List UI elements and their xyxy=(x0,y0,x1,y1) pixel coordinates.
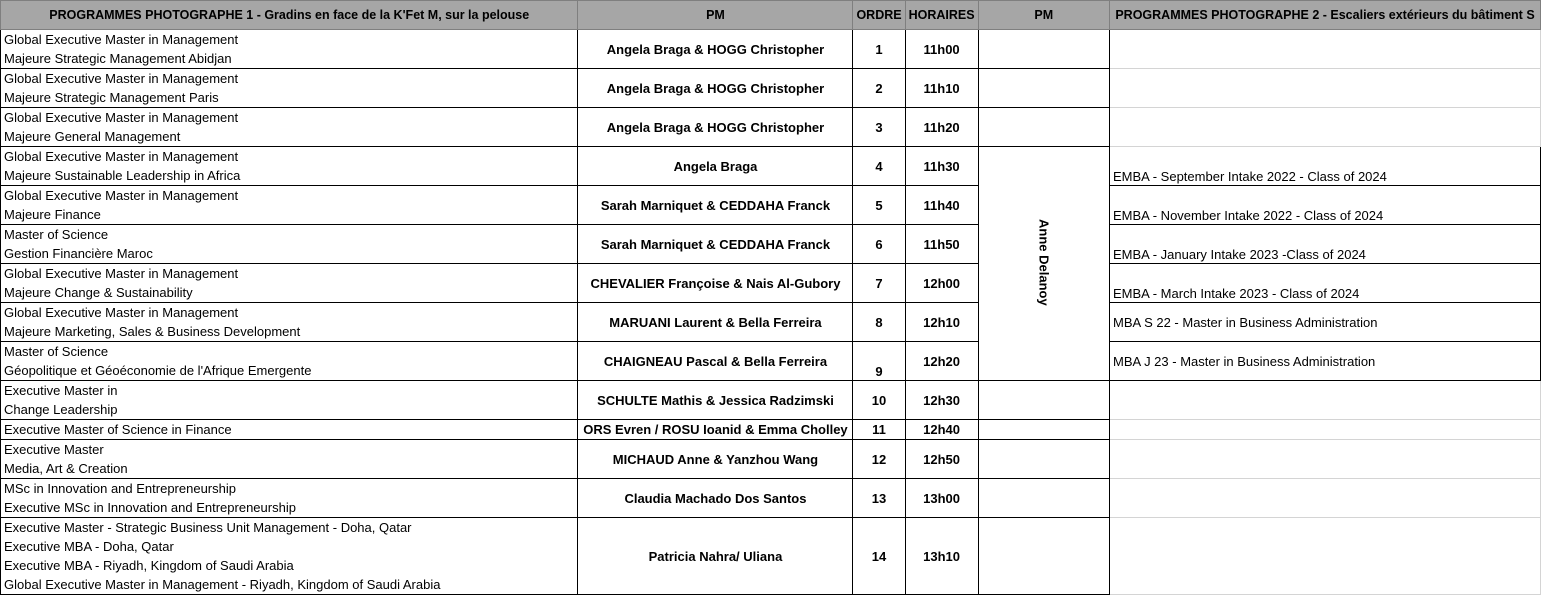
table-row xyxy=(1,303,1541,342)
program-cell[interactable]: MSc in Innovation and Entrepreneurship Executive MSc in Innovation and Entrepreneurship xyxy=(1,479,578,518)
prog2-cell[interactable] xyxy=(1110,440,1541,479)
pm2-merged-cell[interactable] xyxy=(978,147,1109,381)
horaire-cell[interactable]: 12h30 xyxy=(905,381,978,420)
program-cell[interactable]: Global Executive Master in Management Majeure Marketing, Sales & Business Development xyxy=(1,303,578,342)
ordre-cell[interactable]: 10 xyxy=(853,381,905,420)
header-prog2[interactable]: PROGRAMMES PHOTOGRAPHE 2 - Escaliers extérieurs du bâtiment S xyxy=(1110,1,1541,30)
ordre-cell[interactable]: 9 xyxy=(853,342,905,381)
ordre-cell[interactable]: 13 xyxy=(853,479,905,518)
ordre-cell[interactable]: 12 xyxy=(853,440,905,479)
pm-cell[interactable]: CHAIGNEAU Pascal & Bella Ferreira xyxy=(578,342,853,381)
pm-cell[interactable]: CHEVALIER Françoise & Nais Al-Gubory xyxy=(578,264,853,303)
table-row xyxy=(1,69,1541,108)
header-pm[interactable]: PM xyxy=(578,1,853,30)
pm2-cell[interactable] xyxy=(978,381,1109,420)
horaire-cell[interactable]: 11h20 xyxy=(905,108,978,147)
horaire-cell[interactable]: 13h00 xyxy=(905,479,978,518)
ordre-cell[interactable]: 5 xyxy=(853,186,905,225)
program-cell[interactable]: Executive Master Media, Art & Creation xyxy=(1,440,578,479)
pm2-name: Anne Delanoy xyxy=(1036,218,1052,306)
horaire-cell[interactable]: 12h20 xyxy=(905,342,978,381)
program-cell[interactable]: Global Executive Master in Management Majeure General Management xyxy=(1,108,578,147)
horaire-cell[interactable]: 11h30 xyxy=(905,147,978,186)
pm-cell[interactable]: Patricia Nahra/ Uliana xyxy=(578,518,853,595)
horaire-cell[interactable]: 12h50 xyxy=(905,440,978,479)
program-cell[interactable]: Global Executive Master in Management Majeure Finance xyxy=(1,186,578,225)
horaire-cell[interactable]: 12h00 xyxy=(905,264,978,303)
horaire-cell[interactable]: 11h00 xyxy=(905,30,978,69)
prog2-cell[interactable] xyxy=(1110,420,1541,440)
table-row xyxy=(1,440,1541,479)
ordre-cell[interactable]: 4 xyxy=(853,147,905,186)
ordre-cell[interactable]: 11 xyxy=(853,420,905,440)
horaire-cell[interactable]: 11h10 xyxy=(905,69,978,108)
table-row xyxy=(1,264,1541,303)
program-cell[interactable]: Global Executive Master in Management Majeure Strategic Management Paris xyxy=(1,69,578,108)
prog2-cell[interactable] xyxy=(1110,381,1541,420)
pm2-cell[interactable] xyxy=(978,420,1109,440)
horaire-cell[interactable]: 12h40 xyxy=(905,420,978,440)
prog2-cell[interactable]: EMBA - January Intake 2023 -Class of 2024 xyxy=(1110,225,1541,264)
program-cell[interactable]: Executive Master in Change Leadership xyxy=(1,381,578,420)
pm-cell[interactable]: ORS Evren / ROSU Ioanid & Emma Cholley xyxy=(578,420,853,440)
prog2-cell[interactable]: EMBA - November Intake 2022 - Class of 2024 xyxy=(1110,186,1541,225)
pm2-cell[interactable] xyxy=(978,30,1109,69)
table-row xyxy=(1,225,1541,264)
header-prog1[interactable]: PROGRAMMES PHOTOGRAPHE 1 - Gradins en face de la K'Fet M, sur la pelouse xyxy=(1,1,578,30)
prog2-cell[interactable]: EMBA - March Intake 2023 - Class of 2024 xyxy=(1110,264,1541,303)
pm-cell[interactable]: Angela Braga & HOGG Christopher xyxy=(578,108,853,147)
horaire-cell[interactable]: 11h50 xyxy=(905,225,978,264)
pm-cell[interactable]: Angela Braga xyxy=(578,147,853,186)
prog2-cell[interactable] xyxy=(1110,518,1541,595)
pm-cell[interactable]: SCHULTE Mathis & Jessica Radzimski xyxy=(578,381,853,420)
header-pm2[interactable]: PM xyxy=(978,1,1109,30)
prog2-cell[interactable]: MBA S 22 - Master in Business Administration xyxy=(1110,303,1541,342)
program-cell[interactable]: Global Executive Master in Management Majeure Strategic Management Abidjan xyxy=(1,30,578,69)
header-horaires[interactable]: HORAIRES xyxy=(905,1,978,30)
horaire-cell[interactable]: 11h40 xyxy=(905,186,978,225)
table-row xyxy=(1,518,1541,595)
pm2-cell[interactable] xyxy=(978,108,1109,147)
ordre-cell[interactable]: 7 xyxy=(853,264,905,303)
table-row xyxy=(1,108,1541,147)
table-row xyxy=(1,186,1541,225)
pm-cell[interactable]: Claudia Machado Dos Santos xyxy=(578,479,853,518)
table-row xyxy=(1,30,1541,69)
prog2-cell[interactable]: EMBA - September Intake 2022 - Class of 2024 xyxy=(1110,147,1541,186)
pm-cell[interactable]: Sarah Marniquet & CEDDAHA Franck xyxy=(578,225,853,264)
pm2-cell[interactable] xyxy=(978,69,1109,108)
table-row xyxy=(1,381,1541,420)
ordre-cell[interactable]: 14 xyxy=(853,518,905,595)
pm2-cell[interactable] xyxy=(978,440,1109,479)
table-row xyxy=(1,479,1541,518)
program-cell[interactable]: Executive Master - Strategic Business Unit Management - Doha, Qatar Executive MBA - Doha, Qatar Executive MBA - Riyadh, Kingdom of Saudi Arabia Global Executive Master in Management - Riyadh, Kingdom of Saudi Arabia xyxy=(1,518,578,595)
table-row xyxy=(1,420,1541,440)
program-cell[interactable]: Master of Science Gestion Financière Maroc xyxy=(1,225,578,264)
program-cell[interactable]: Master of Science Géopolitique et Géoéconomie de l'Afrique Emergente xyxy=(1,342,578,381)
ordre-cell[interactable]: 8 xyxy=(853,303,905,342)
prog2-cell[interactable]: MBA J 23 - Master in Business Administration xyxy=(1110,342,1541,381)
prog2-cell[interactable] xyxy=(1110,108,1541,147)
ordre-cell[interactable]: 2 xyxy=(853,69,905,108)
prog2-cell[interactable] xyxy=(1110,30,1541,69)
pm-cell[interactable]: Sarah Marniquet & CEDDAHA Franck xyxy=(578,186,853,225)
horaire-cell[interactable]: 13h10 xyxy=(905,518,978,595)
ordre-cell[interactable]: 6 xyxy=(853,225,905,264)
ordre-cell[interactable]: 1 xyxy=(853,30,905,69)
pm-cell[interactable]: Angela Braga & HOGG Christopher xyxy=(578,69,853,108)
program-cell[interactable]: Global Executive Master in Management Majeure Sustainable Leadership in Africa xyxy=(1,147,578,186)
program-cell[interactable]: Executive Master of Science in Finance xyxy=(1,420,578,440)
horaire-cell[interactable]: 12h10 xyxy=(905,303,978,342)
prog2-cell[interactable] xyxy=(1110,479,1541,518)
pm-cell[interactable]: MARUANI Laurent & Bella Ferreira xyxy=(578,303,853,342)
header-row xyxy=(1,1,1541,30)
pm-cell[interactable]: MICHAUD Anne & Yanzhou Wang xyxy=(578,440,853,479)
pm-cell[interactable]: Angela Braga & HOGG Christopher xyxy=(578,30,853,69)
pm2-cell[interactable] xyxy=(978,518,1109,595)
program-cell[interactable]: Global Executive Master in Management Majeure Change & Sustainability xyxy=(1,264,578,303)
pm2-cell[interactable] xyxy=(978,479,1109,518)
table-row xyxy=(1,342,1541,381)
prog2-cell[interactable] xyxy=(1110,69,1541,108)
header-ordre[interactable]: ORDRE xyxy=(853,1,905,30)
table-row xyxy=(1,147,1541,186)
ordre-cell[interactable]: 3 xyxy=(853,108,905,147)
